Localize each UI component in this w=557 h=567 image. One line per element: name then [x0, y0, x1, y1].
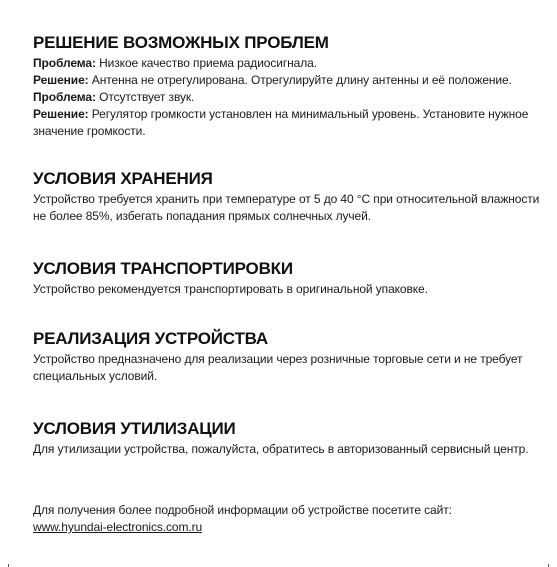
problem-label: Проблема:	[33, 90, 96, 104]
footer-section	[33, 502, 452, 536]
disposal-heading: УСЛОВИЯ УТИЛИЗАЦИИ	[33, 419, 236, 438]
transport-section	[33, 259, 428, 298]
troubleshooting-heading: РЕШЕНИЕ ВОЗМОЖНЫХ ПРОБЛЕМ	[33, 33, 329, 52]
solution-text: Антенна не отрегулирована. Отрегулируйте длину антенны и её положение.	[88, 73, 512, 87]
problem-text: Отсутствует звук.	[95, 90, 195, 104]
storage-text: Устройство требуется хранить при температуре от 5 до 40 °С при относительной влажности не более 85%, избегать попадания прямых солнечных лучей.	[33, 192, 540, 223]
website-link[interactable]: www.hyundai-electronics.com.ru	[33, 520, 203, 534]
troubleshooting-section	[33, 33, 553, 140]
disposal-text: Для утилизации устройства, пожалуйста, обратитесь в авторизованный сервисный центр.	[33, 442, 529, 456]
problem-1	[33, 55, 553, 72]
transport-heading: УСЛОВИЯ ТРАНСПОРТИРОВКИ	[33, 259, 293, 278]
problem-text: Низкое качество приема радиосигнала.	[95, 56, 317, 70]
storage-heading: УСЛОВИЯ ХРАНЕНИЯ	[33, 169, 213, 188]
solution-2	[33, 106, 553, 140]
transport-text: Устройство рекомендуется транспортировать в оригинальной упаковке.	[33, 282, 428, 296]
sales-text: Устройство предназначено для реализации через розничные торговые сети и не требует специальных условий.	[33, 352, 523, 383]
solution-label: Решение:	[33, 107, 89, 121]
problem-label: Проблема:	[33, 56, 96, 70]
disposal-section	[33, 419, 528, 458]
problem-2	[33, 89, 553, 106]
solution-text: Регулятор громкости установлен на минимальный уровень. Установите нужное значение громкости.	[33, 107, 529, 138]
solution-1	[33, 72, 553, 89]
footer-text: Для получения более подробной информации об устройстве посетите сайт:	[33, 503, 452, 517]
solution-label: Решение:	[33, 73, 89, 87]
sales-section	[33, 329, 553, 385]
storage-section	[33, 169, 553, 225]
sales-heading: РЕАЛИЗАЦИЯ УСТРОЙСТВА	[33, 329, 268, 348]
